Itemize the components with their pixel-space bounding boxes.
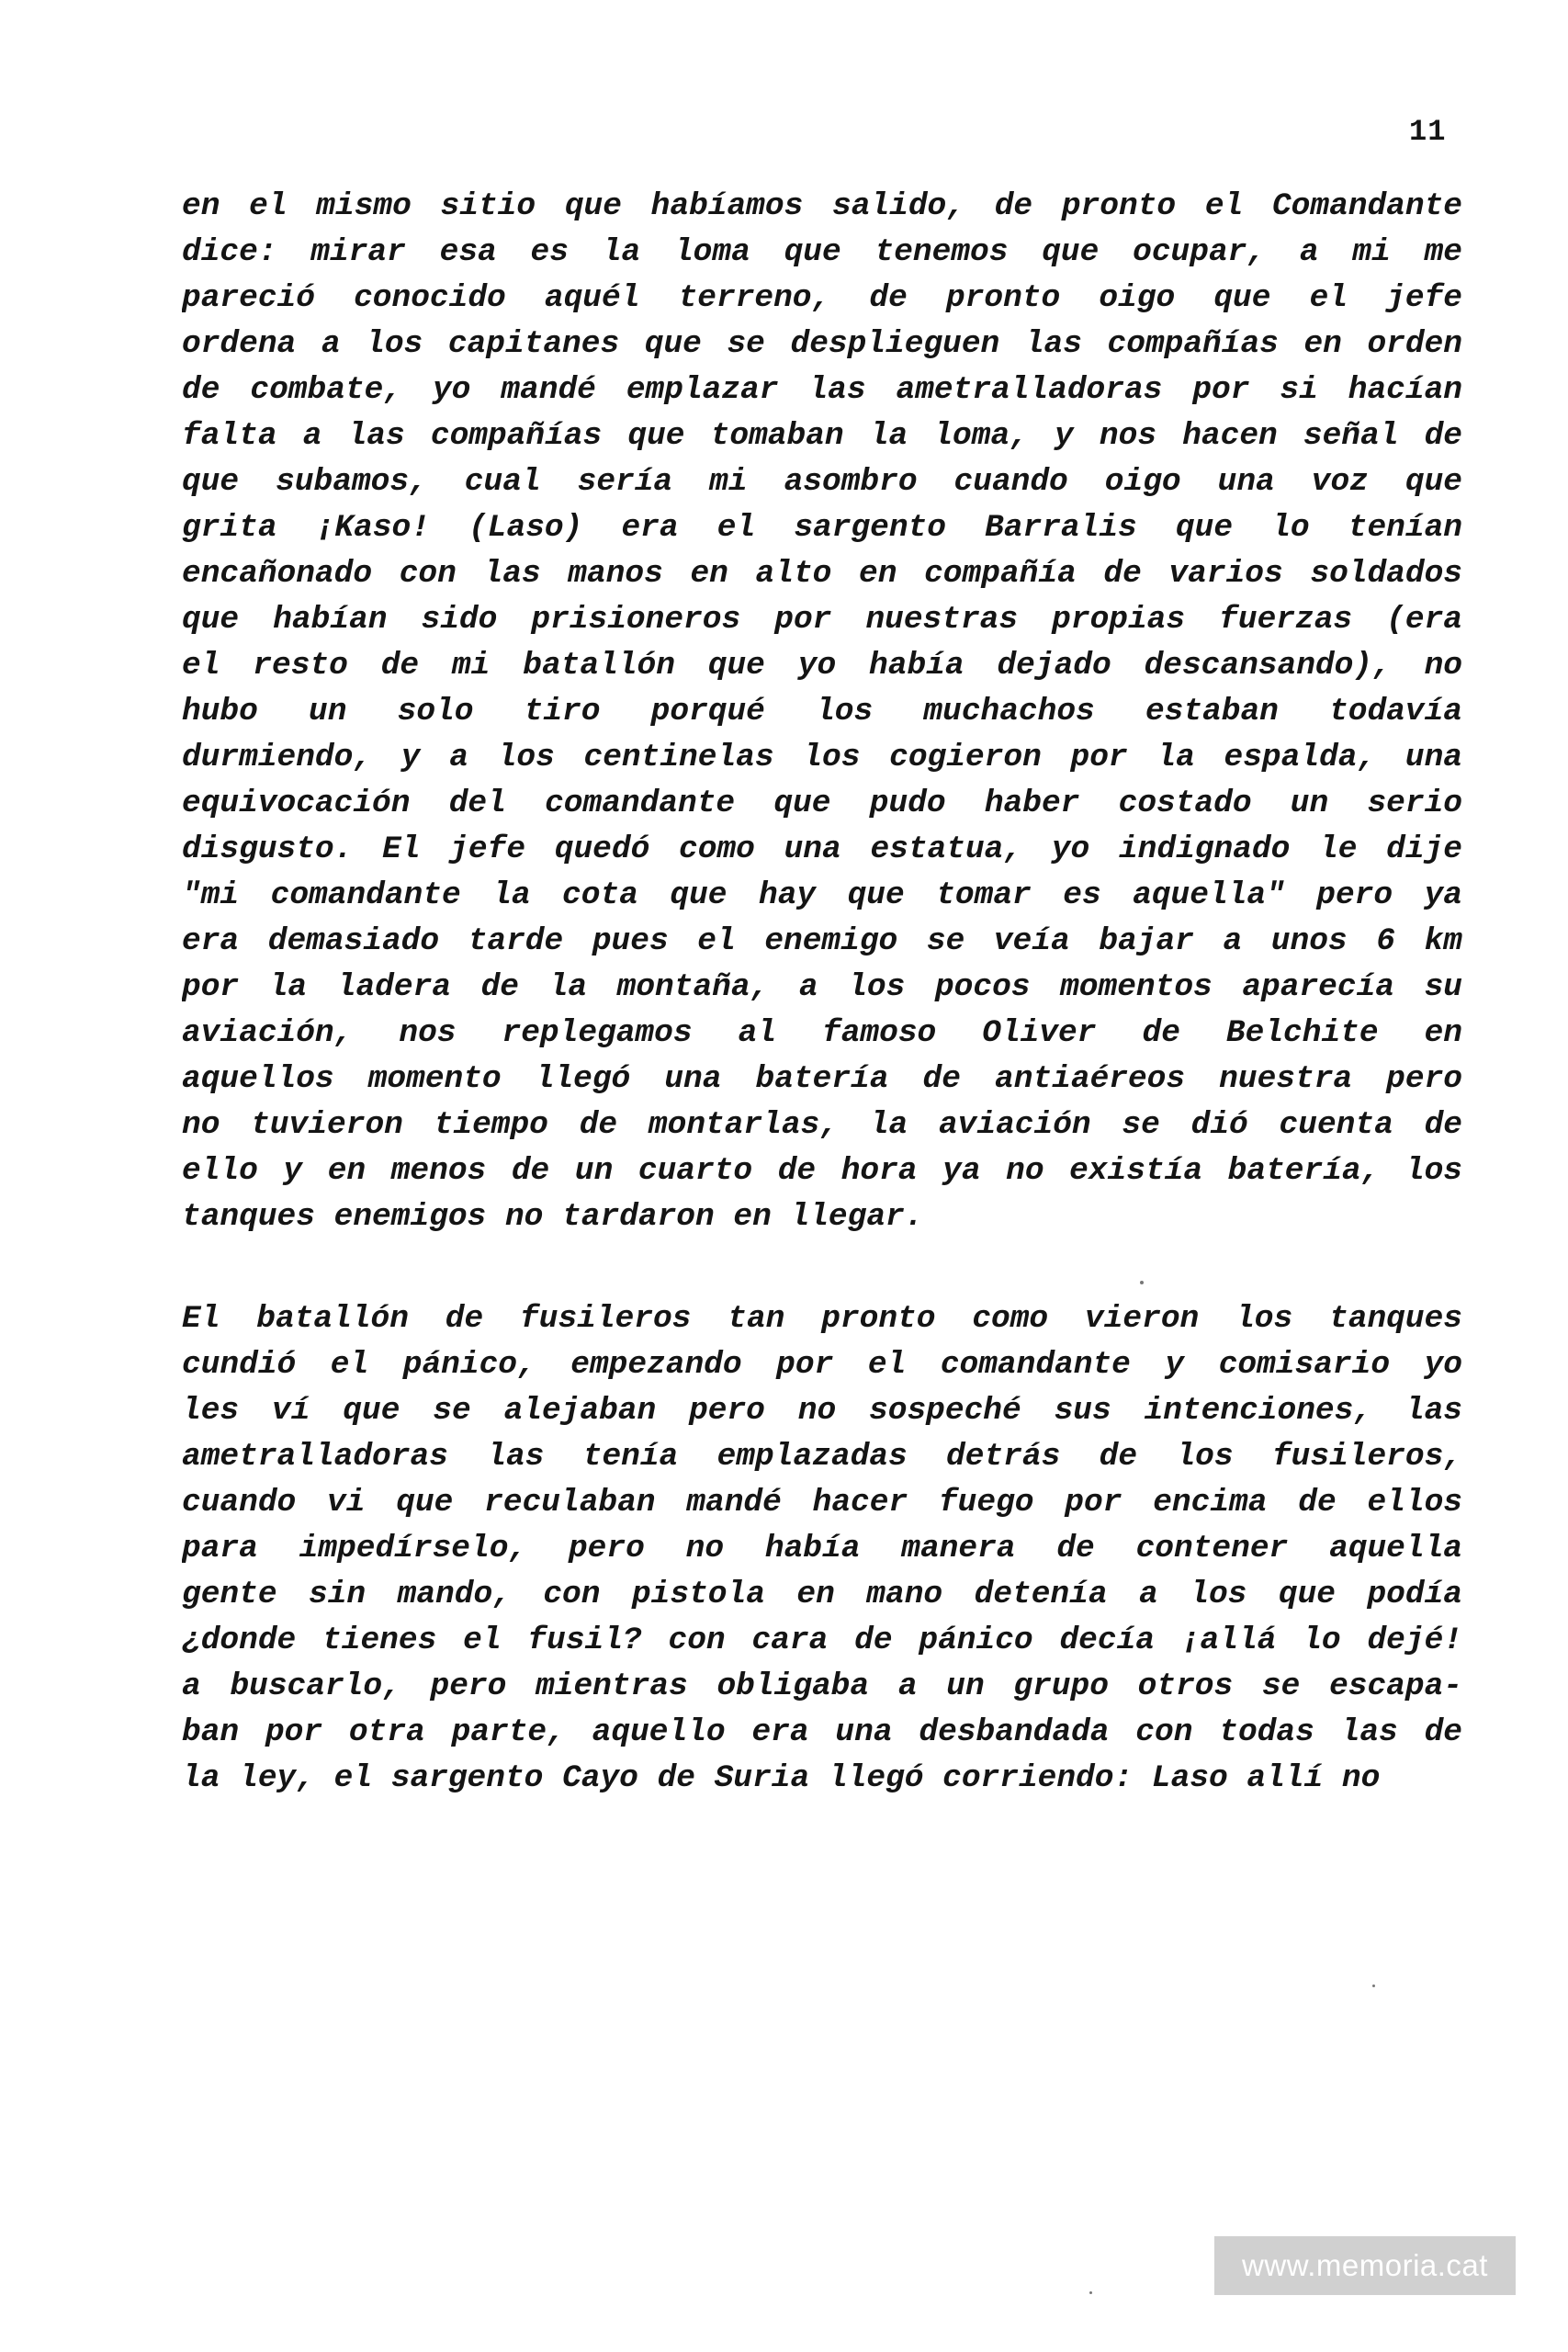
text-line: que subamos, cual sería mi asombro cuando oigo una voz que	[182, 464, 1462, 500]
text-line: les ví que se alejaban pero no sospeché sus intenciones, las	[182, 1393, 1462, 1429]
text-line: cuando vi que reculaban mandé hacer fuego por encima de ellos	[182, 1485, 1462, 1521]
text-line: disgusto. El jefe quedó como una estatua, yo indignado le dije	[182, 831, 1462, 867]
text-line: ello y en menos de un cuarto de hora ya no existía batería, los	[182, 1153, 1462, 1189]
text-line: ordena a los capitanes que se desplieguen las compañías en orden	[182, 326, 1462, 362]
paragraph-2	[182, 1296, 1462, 1802]
text-line: la ley, el sargento Cayo de Suria llegó corriendo: Laso allí no	[182, 1760, 1381, 1796]
text-line: gente sin mando, con pistola en mano detenía a los que podía	[182, 1577, 1462, 1612]
text-line: aquellos momento llegó una batería de antiaéreos nuestra pero	[182, 1061, 1462, 1097]
text-line: de combate, yo mandé emplazar las ametralladoras por si hacían	[182, 372, 1462, 408]
text-line: tanques enemigos no tardaron en llegar.	[182, 1199, 924, 1235]
text-line: El batallón de fusileros tan pronto como vieron los tanques	[182, 1301, 1462, 1337]
text-line: no tuvieron tiempo de montarlas, la aviación se dió cuenta de	[182, 1107, 1462, 1143]
text-line: durmiendo, y a los centinelas los cogieron por la espalda, una	[182, 740, 1462, 775]
scan-speck	[1140, 1281, 1144, 1284]
scan-speck	[1089, 2291, 1092, 2294]
paragraph-1	[182, 184, 1462, 1240]
text-line: falta a las compañías que tomaban la loma, y nos hacen señal de	[182, 418, 1462, 454]
watermark: www.memoria.cat	[1214, 2236, 1516, 2295]
text-line: ban por otra parte, aquello era una desbandada con todas las de	[182, 1714, 1462, 1750]
text-line: ametralladoras las tenía emplazadas detrás de los fusileros,	[182, 1439, 1462, 1475]
text-line: cundió el pánico, empezando por el comandante y comisario yo	[182, 1347, 1462, 1383]
text-line: aviación, nos replegamos al famoso Oliver de Belchite en	[182, 1015, 1462, 1051]
text-line: hubo un solo tiro porqué los muchachos estaban todavía	[182, 694, 1462, 729]
text-line: encañonado con las manos en alto en compañía de varios soldados	[182, 556, 1462, 592]
scan-speck	[1372, 1984, 1375, 1987]
text-line: era demasiado tarde pues el enemigo se veía bajar a unos 6 km	[182, 923, 1462, 959]
text-line: grita ¡Kaso! (Laso) era el sargento Barralis que lo tenían	[182, 510, 1462, 546]
text-line: dice: mirar esa es la loma que tenemos que ocupar, a mi me	[182, 234, 1462, 270]
text-line: equivocación del comandante que pudo haber costado un serio	[182, 786, 1462, 821]
text-line: por la ladera de la montaña, a los pocos momentos aparecía su	[182, 969, 1462, 1005]
text-line: ¿donde tienes el fusil? con cara de pánico decía ¡allá lo dejé!	[182, 1623, 1462, 1658]
text-line: a buscarlo, pero mientras obligaba a un grupo otros se escapa-	[182, 1668, 1462, 1704]
text-line: en el mismo sitio que habíamos salido, de pronto el Comandante	[182, 188, 1462, 224]
text-line: para impedírselo, pero no había manera de contener aquella	[182, 1531, 1462, 1566]
text-line: que habían sido prisioneros por nuestras propias fuerzas (era	[182, 602, 1462, 638]
page-number: 11	[1409, 115, 1447, 149]
text-line: "mi comandante la cota que hay que tomar es aquella" pero ya	[182, 877, 1462, 913]
text-line: pareció conocido aquél terreno, de pronto oigo que el jefe	[182, 280, 1462, 316]
text-line: el resto de mi batallón que yo había dejado descansando), no	[182, 648, 1462, 684]
